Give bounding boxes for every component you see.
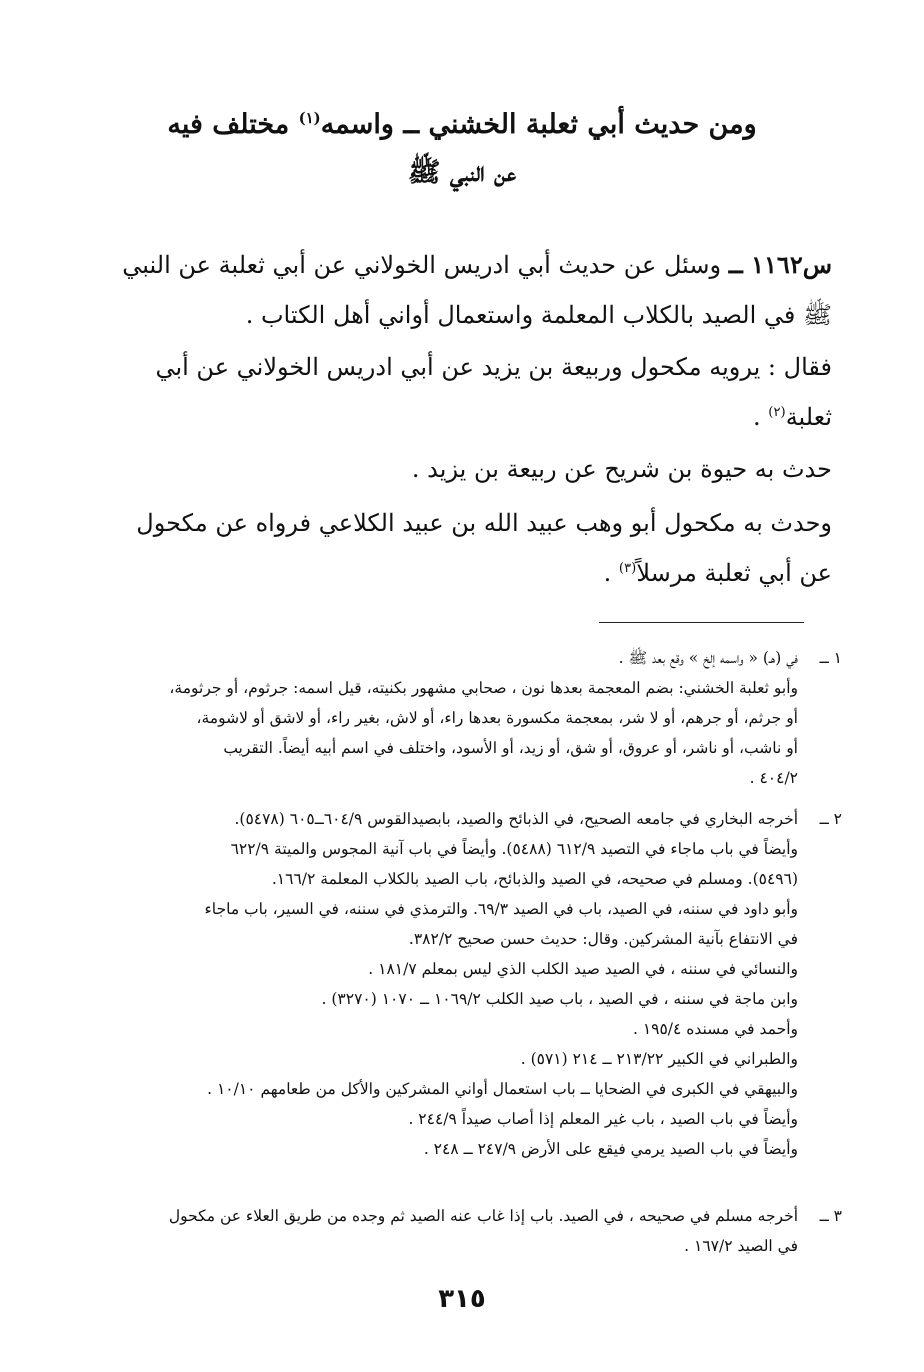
footnote-line: والنسائي في سننه ، في الصيد صيد الكلب الذي ليس بمعلم ١٨١/٧ . <box>368 960 798 978</box>
footnote-line: في الصيد ١٦٧/٢ . <box>684 1237 798 1255</box>
answer-line-2: ثعلبة <box>785 403 832 431</box>
chapter-title-text: ومن حديث أبي ثعلبة الخشني ــ واسمه <box>320 109 757 140</box>
footnote-line: أخرجه البخاري في جامعه الصحيح، في الذبائح والصيد، بابصيدالقوس ٦٠٤/٩ــ٦٠٥ (٥٤٧٨). <box>234 810 798 828</box>
footnote-line: أو ناشب، أو ناشر، أو عروق، أو شق، أو زيد، أو الأسود، واختلف في اسم أبيه أيضاً. التقريب <box>223 739 798 757</box>
chapter-title <box>110 100 814 150</box>
para4-line-1: وحدث به مكحول أبو وهب عبيد الله بن عبيد الكلاعي فرواه عن مكحول <box>136 509 832 537</box>
footnote-line: وأبو داود في سننه، في الصيد، باب في الصيد ٦٩/٣. والترمذي في سننه، في السير، باب ماجاء <box>204 900 798 918</box>
footnote-line: وابن ماجة في سننه ، في الصيد ، باب صيد الكلب ١٠٦٩/٢ ــ ١٠٧٠ (٣٢٧٠) . <box>321 990 798 1008</box>
footnote-separator <box>599 622 804 623</box>
footnote-line: أخرجه مسلم في صحيحه ، في الصيد. باب إذا غاب عنه الصيد ثم وجده من طريق العلاء عن مكحول <box>168 1207 798 1225</box>
footnote-line: وأيضاً في باب الصيد ، باب غير المعلم إذا أصاب صيداً ٢٤٤/٩ . <box>408 1110 798 1128</box>
footnote-line: أو جرثم، أو جرهم، أو لا شر، بمعجمة مكسورة بعدها راء، أو لاش، بغير راء، أو لاشق أو لاشومة، <box>196 709 798 727</box>
footnote-ref-1[interactable]: (١) <box>298 109 321 127</box>
entry-paragraph-3: حدث به حيوة بن شريح عن ربيعة بن يزيد . <box>411 455 832 483</box>
footnote-ref-2[interactable]: (٢) <box>768 405 786 420</box>
page-number: ٣١٥ <box>438 1284 486 1314</box>
footnote-mark: ٢ ــ <box>819 810 842 828</box>
footnote-line: وأبو ثعلبة الخشني: بضم المعجمة بعدها نون ، صحابي مشهور بكنيته، قيل اسمه: جرثوم، أو جرثومة، <box>169 679 798 697</box>
question-line-2: ﷺ في الصيد بالكلاب المعلمة واستعمال أواني أهل الكتاب . <box>245 301 832 329</box>
footnote-1 <box>88 643 842 793</box>
footnote-line: وأيضاً في باب ماجاء في التصيد ٦١٢/٩ (٥٤٨٨). وأيضاً في باب آنية المجوس والميتة ٦٢٢/٩ <box>230 840 798 858</box>
chapter-title-tail: مختلف فيه <box>167 109 299 140</box>
entry-question <box>92 240 832 340</box>
answer-line-1: فقال : يرويه مكحول وربيعة بن يزيد عن أبي ادريس الخولاني عن أبي <box>155 353 832 381</box>
footnote-ref-3[interactable]: (٣) <box>618 561 637 576</box>
footnote-mark: ٣ ــ <box>819 1207 842 1225</box>
para4-line-2: عن أبي ثعلبة مرسلاً <box>636 559 832 587</box>
footnote-2 <box>88 804 842 1164</box>
footnote-line: والبيهقي في الكبرى في الضحايا ــ باب استعمال أواني المشركين والأكل من طعامهم ١٠/١٠ . <box>207 1080 798 1098</box>
footnote-3 <box>88 1201 842 1261</box>
footnote-line: ٤٠٤/٢ . <box>749 769 798 787</box>
question-line-1: وسئل عن حديث أبي ادريس الخولاني عن أبي ثعلبة عن النبي <box>122 251 722 279</box>
footnote-line: في (هـ) « واسمه إلخ » وقع بعد ﷺ . <box>618 649 798 667</box>
footnote-line: وأحمد في مسنده ١٩٥/٤ . <box>632 1020 798 1038</box>
entry-paragraph-4 <box>92 498 832 598</box>
answer-end: . <box>753 403 769 431</box>
footnote-line: والطبراني في الكبير ٢١٣/٢٢ ــ ٢١٤ (٥٧١) . <box>520 1050 798 1068</box>
entry-number: س١١٦٢ ــ <box>728 250 832 279</box>
footnote-line: في الانتفاع بآنية المشركين. وقال: حديث حسن صحيح ٣٨٢/٢. <box>408 930 798 948</box>
para4-end: . <box>603 559 619 587</box>
footnote-mark: ١ ــ <box>819 649 842 667</box>
entry-answer <box>92 342 832 442</box>
chapter-subtitle: عن النبي ﷺ <box>407 157 517 188</box>
footnote-line: وأيضاً في باب الصيد يرمي فيقع على الأرض ٢٤٧/٩ ــ ٢٤٨ . <box>423 1140 798 1158</box>
footnote-line: (٥٤٩٦). ومسلم في صحيحه، في الصيد والذبائح، باب الصيد بالكلاب المعلمة ١٦٦/٢. <box>271 870 798 888</box>
